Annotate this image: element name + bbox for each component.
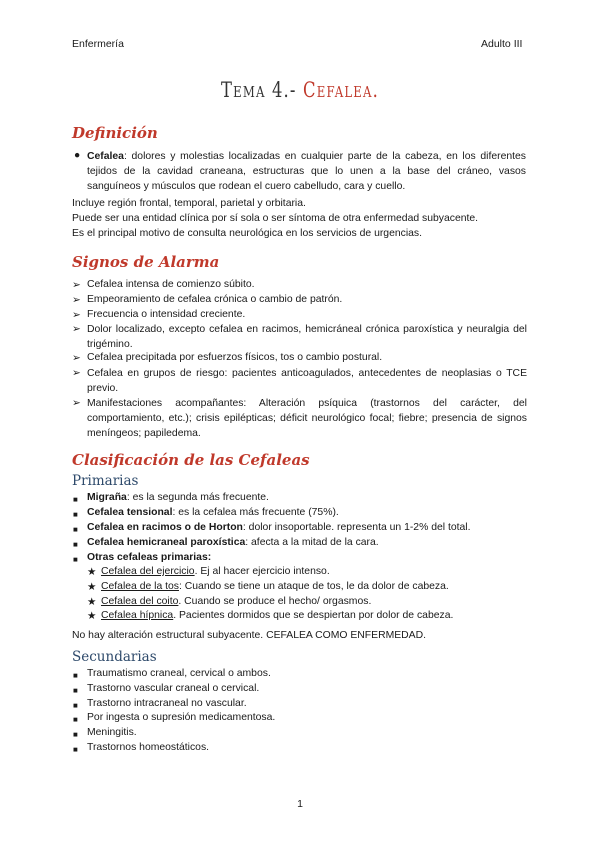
subheading-primarias: Primarias	[72, 473, 139, 489]
sub-item-text: . Cuando se produce el hecho/ orgasmos.	[178, 596, 372, 607]
primary-item	[87, 537, 379, 548]
definition-line-1: Incluye región frontal, temporal, parietal y orbitaria.	[72, 198, 306, 209]
arrow-bullet-icon: ➢	[72, 310, 81, 321]
primary-sub-item	[101, 610, 453, 621]
secondary-item: Trastorno intracraneal no vascular.	[87, 698, 247, 709]
secondary-item: Trastorno vascular craneal o cervical.	[87, 683, 260, 694]
secondary-item: Traumatismo craneal, cervical o ambos.	[87, 668, 271, 679]
arrow-bullet-icon: ➢	[72, 353, 81, 364]
primary-note: No hay alteración estructural subyacente. CEFALEA COMO ENFERMEDAD.	[72, 630, 426, 641]
primary-text: : dolor insoportable. representa un 1-2% del total.	[242, 522, 471, 533]
alarm-sign-item: Dolor localizado, excepto cefalea en racimos, hemicráneal crónica paroxística y neuralgia del trigémino.	[87, 324, 527, 350]
alarm-sign-item: Frecuencia o intensidad creciente.	[87, 309, 246, 320]
alarm-sign-item: Cefalea intensa de comienzo súbito.	[87, 279, 255, 290]
sub-item-term: Cefalea del coito	[101, 596, 179, 607]
primary-item	[87, 507, 339, 518]
primary-item	[87, 552, 211, 563]
subheading-secundarias: Secundarias	[72, 649, 157, 665]
square-bullet-icon: ■	[73, 510, 78, 519]
title-part2: Cefalea.	[303, 78, 379, 102]
arrow-bullet-icon: ➢	[72, 324, 81, 335]
secondary-item: Meningitis.	[87, 727, 137, 738]
section-heading-clasificacion: Clasificación de las Cefaleas	[72, 451, 310, 469]
star-bullet-icon: ★	[87, 611, 97, 622]
primary-item	[87, 492, 269, 503]
secondary-item: Por ingesta o supresión medicamentosa.	[87, 712, 276, 723]
definition-text: : dolores y molestias localizadas en cualquier parte de la cabeza, en los diferentes tejidos de la cavidad craneana, estructuras que lo unen a la base del cráneo, vasos sanguíneos y músculos que rodean el cuero cabelludo, cara y cuello.	[87, 151, 526, 192]
square-bullet-icon: ■	[73, 715, 78, 724]
square-bullet-icon: ■	[73, 525, 78, 534]
alarm-sign-item: Cefalea precipitada por esfuerzos físicos, tos o cambio postural.	[87, 352, 383, 363]
arrow-bullet-icon: ➢	[72, 280, 81, 291]
header-right: Adulto III	[481, 38, 523, 50]
sub-item-text: : Cuando se tiene un ataque de tos, le da dolor de cabeza.	[178, 581, 449, 592]
alarm-sign-item: Manifestaciones acompañantes: Alteración psíquica (trastornos del carácter, del comportamiento, etc.); crisis epilépticas; déficit neurológico focal; fiebre; presencia de signos meníngeos; papiledema.	[87, 398, 527, 439]
arrow-bullet-icon: ➢	[72, 368, 81, 379]
primary-text: : es la cefalea más frecuente (75%).	[172, 507, 339, 518]
primary-term: Cefalea en racimos o de Horton	[87, 522, 243, 533]
definition-line-3: Es el principal motivo de consulta neurológica en los servicios de urgencias.	[72, 228, 423, 239]
primary-term: Cefalea tensional	[87, 507, 173, 518]
arrow-bullet-icon: ➢	[72, 295, 81, 306]
primary-sub-item	[101, 596, 371, 607]
sub-item-term: Cefalea hípnica	[101, 610, 174, 621]
arrow-bullet-icon: ➢	[72, 398, 81, 409]
sub-item-text: . Ej al hacer ejercicio intenso.	[194, 566, 330, 577]
square-bullet-icon: ■	[73, 730, 78, 739]
square-bullet-icon: ■	[73, 745, 78, 754]
primary-term: Migraña	[87, 492, 127, 503]
sub-item-text: . Pacientes dormidos que se despiertan por dolor de cabeza.	[173, 610, 454, 621]
square-bullet-icon: ■	[73, 686, 78, 695]
bullet-icon: ●	[74, 150, 81, 161]
alarm-sign-item: Empeoramiento de cefalea crónica o cambio de patrón.	[87, 294, 343, 305]
section-heading-definicion: Definición	[72, 124, 158, 142]
square-bullet-icon: ■	[73, 495, 78, 504]
alarm-sign-item: Cefalea en grupos de riesgo: pacientes anticoagulados, antecedentes de neoplasias o TCE previo.	[87, 368, 527, 394]
square-bullet-icon: ■	[73, 701, 78, 710]
definition-line-2: Puede ser una entidad clínica por sí sola o ser síntoma de otra enfermedad subyacente.	[72, 213, 479, 224]
page-title	[66, 78, 534, 102]
square-bullet-icon: ■	[73, 555, 78, 564]
page-number: 1	[297, 798, 303, 810]
primary-item	[87, 522, 471, 533]
definition-term: Cefalea	[87, 151, 124, 162]
primary-text: : afecta a la mitad de la cara.	[245, 537, 379, 548]
secondary-item: Trastornos homeostáticos.	[87, 742, 210, 753]
primary-sub-item	[101, 581, 449, 592]
square-bullet-icon: ■	[73, 671, 78, 680]
definition-paragraph	[87, 149, 526, 194]
sub-item-term: Cefalea del ejercicio	[101, 566, 195, 577]
primary-text: : es la segunda más frecuente.	[126, 492, 269, 503]
star-bullet-icon: ★	[87, 597, 97, 608]
star-bullet-icon: ★	[87, 582, 97, 593]
square-bullet-icon: ■	[73, 540, 78, 549]
primary-term: Otras cefaleas primarias:	[87, 552, 212, 563]
star-bullet-icon: ★	[87, 567, 97, 578]
primary-sub-item	[101, 566, 330, 577]
section-heading-signos: Signos de Alarma	[72, 253, 220, 271]
title-part1: Tema 4.-	[221, 78, 297, 102]
sub-item-term: Cefalea de la tos	[101, 581, 179, 592]
header-left: Enfermería	[72, 38, 124, 50]
primary-term: Cefalea hemicraneal paroxística	[87, 537, 246, 548]
